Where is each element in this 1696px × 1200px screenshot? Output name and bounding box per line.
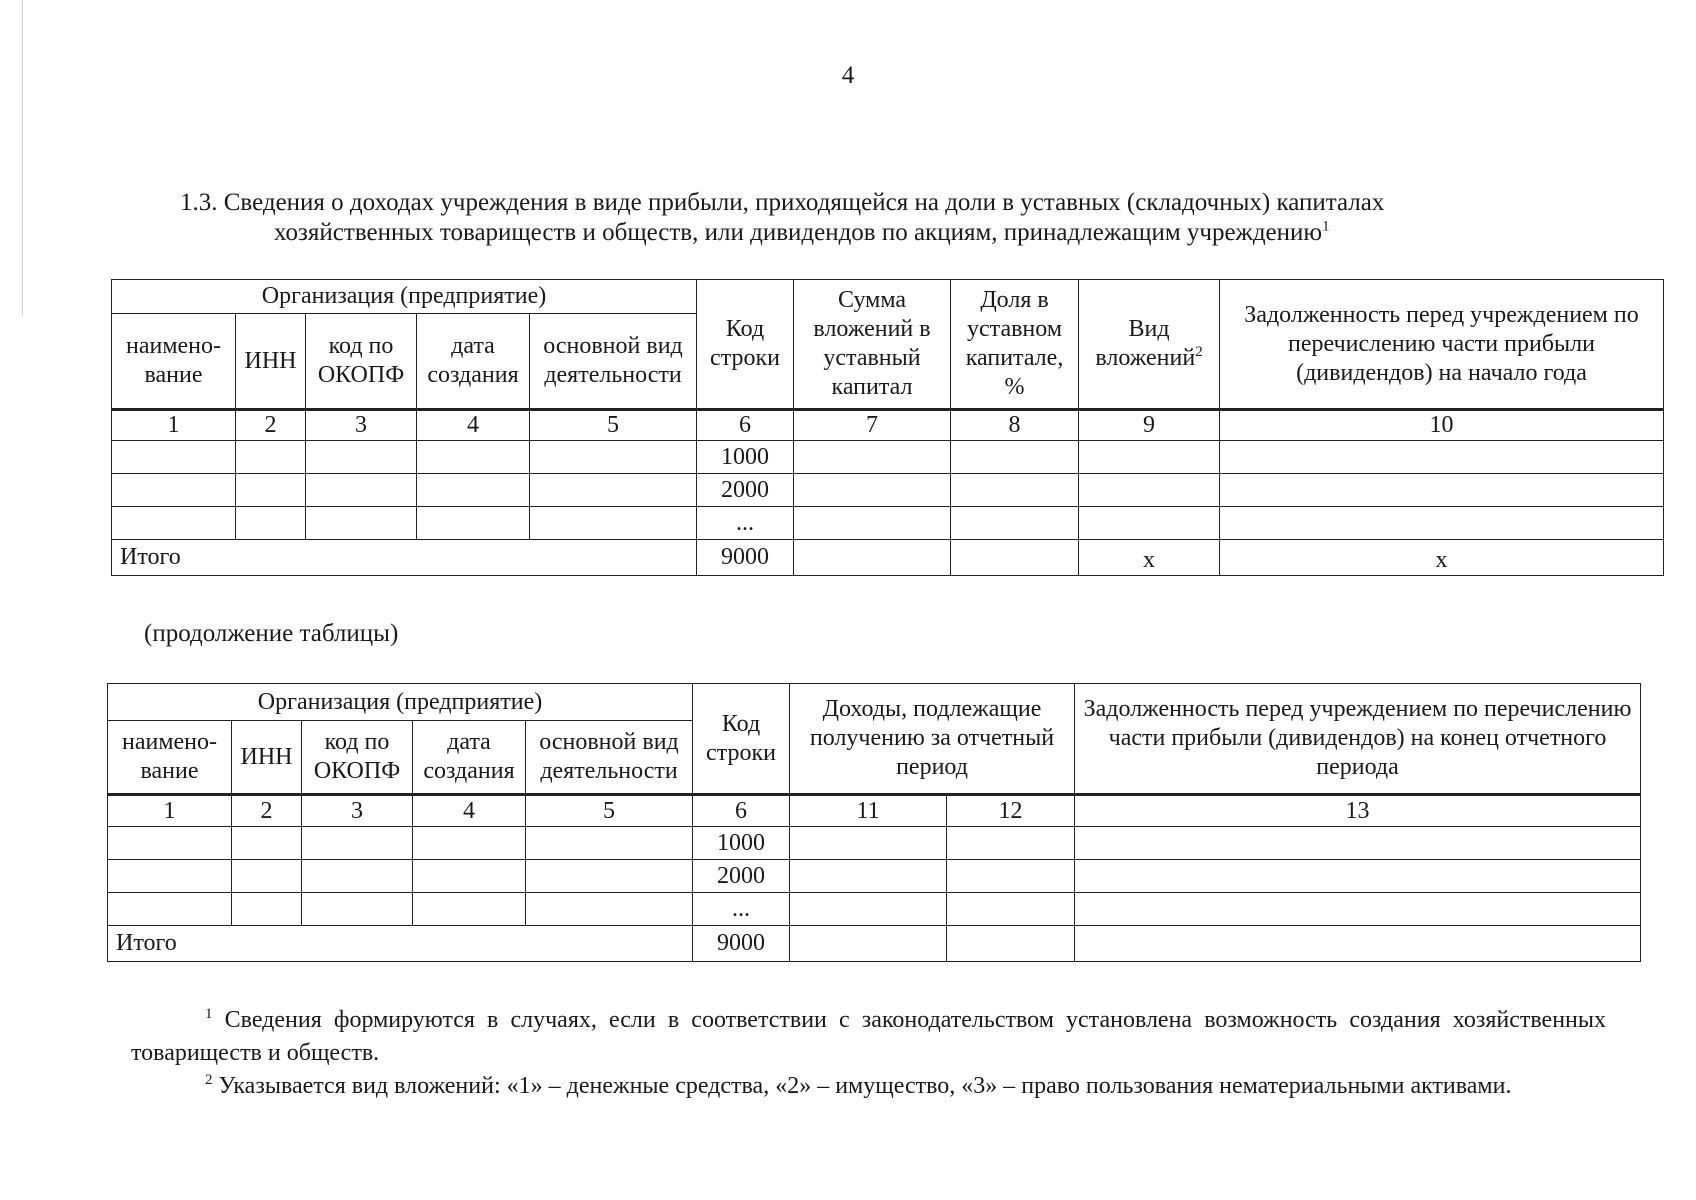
table-row — [112, 474, 1664, 507]
col-number: 5 — [526, 795, 693, 827]
income-table-continuation — [107, 683, 1641, 962]
cell — [413, 827, 526, 860]
investment-kind-header — [1079, 280, 1220, 410]
footnotes — [131, 1004, 1606, 1103]
created-date-header: дата создания — [417, 314, 530, 410]
table-row — [108, 827, 1641, 860]
cell — [112, 507, 236, 540]
col-number: 2 — [236, 410, 306, 441]
col-number: 12 — [947, 795, 1075, 827]
share-header: Доля в уставном капитале, % — [951, 280, 1079, 410]
col-number: 5 — [530, 410, 697, 441]
cell — [1079, 441, 1220, 474]
row-code: ... — [693, 893, 790, 926]
code-header: Код строки — [693, 684, 790, 795]
cell — [232, 860, 302, 893]
section-title — [180, 188, 1560, 248]
footnote-1-text: Сведения формируются в случаях, если в соответствии с законодательством установлена возможность создания хозяйственных товариществ и обществ. — [131, 1007, 1607, 1066]
col-number: 13 — [1075, 795, 1641, 827]
row-code: 2000 — [697, 474, 794, 507]
section-title-line-2 — [180, 218, 1560, 248]
cell — [232, 827, 302, 860]
investment-sum-header: Сумма вложений в уставный капитал — [794, 280, 951, 410]
activity-header: основной вид деятельности — [530, 314, 697, 410]
cell — [526, 893, 693, 926]
code-header: Код строки — [697, 280, 794, 410]
cell — [112, 474, 236, 507]
name-header: наимено-вание — [108, 721, 232, 795]
col-number: 7 — [794, 410, 951, 441]
cell — [1079, 474, 1220, 507]
cell — [1220, 441, 1664, 474]
row-code: 2000 — [693, 860, 790, 893]
table-row — [112, 507, 1664, 540]
column-numbers-row — [108, 795, 1641, 827]
cell — [306, 507, 417, 540]
total-row — [108, 926, 1641, 962]
cell — [232, 893, 302, 926]
cell — [530, 474, 697, 507]
col-number: 1 — [108, 795, 232, 827]
footnote-ref-1: 1 — [1322, 218, 1330, 235]
footnote-2 — [131, 1070, 1606, 1103]
income-header: Доходы, подлежащие получению за отчетный период — [790, 684, 1075, 795]
section-title-line-2-text: хозяйственных товариществ и обществ, или дивидендов по акциям, принадлежащим учреждению — [274, 219, 1323, 246]
header-row-1 — [108, 684, 1641, 721]
income-table — [111, 279, 1664, 576]
col-number: 1 — [112, 410, 236, 441]
col-number: 4 — [417, 410, 530, 441]
cell — [526, 860, 693, 893]
cell — [790, 827, 947, 860]
okopf-header: код по ОКОПФ — [302, 721, 413, 795]
col-number: 2 — [232, 795, 302, 827]
cell — [951, 540, 1079, 576]
name-header: наимено-вание — [112, 314, 236, 410]
col-number: 6 — [693, 795, 790, 827]
total-mark: x — [1079, 540, 1220, 576]
cell — [236, 507, 306, 540]
cell — [417, 507, 530, 540]
cell — [947, 827, 1075, 860]
cell — [108, 893, 232, 926]
cell — [526, 827, 693, 860]
table-row — [108, 860, 1641, 893]
total-code: 9000 — [697, 540, 794, 576]
cell — [947, 926, 1075, 962]
cell — [794, 474, 951, 507]
inn-header: ИНН — [236, 314, 306, 410]
footnote-2-text: Указывается вид вложений: «1» – денежные средства, «2» – имущество, «3» – право пользования нематериальными активами. — [218, 1073, 1512, 1099]
cell — [530, 441, 697, 474]
debt-end-header: Задолженность перед учреждением по перечислению части прибыли (дивидендов) на конец отчетного периода — [1075, 684, 1641, 795]
scan-edge-line — [22, 0, 23, 315]
created-date-header: дата создания — [413, 721, 526, 795]
org-header: Организация (предприятие) — [112, 280, 697, 314]
col-number: 8 — [951, 410, 1079, 441]
cell — [236, 474, 306, 507]
row-code: 1000 — [697, 441, 794, 474]
okopf-header: код по ОКОПФ — [306, 314, 417, 410]
cell — [306, 474, 417, 507]
cell — [413, 893, 526, 926]
header-row-1 — [112, 280, 1664, 314]
org-header: Организация (предприятие) — [108, 684, 693, 721]
col-number: 3 — [306, 410, 417, 441]
cell — [1079, 507, 1220, 540]
cell — [417, 441, 530, 474]
footnote-ref-2: 2 — [1195, 344, 1203, 360]
cell — [1075, 860, 1641, 893]
cell — [302, 827, 413, 860]
cell — [236, 441, 306, 474]
total-label: Итого — [112, 540, 697, 576]
cell — [790, 893, 947, 926]
cell — [413, 860, 526, 893]
cell — [794, 540, 951, 576]
footnote-1-marker: 1 — [205, 1006, 213, 1022]
cell — [306, 441, 417, 474]
cell — [794, 441, 951, 474]
section-title-line-1: 1.3. Сведения о доходах учреждения в виде прибыли, приходящейся на доли в уставных (складочных) капиталах — [180, 189, 1385, 216]
continuation-label: (продолжение таблицы) — [144, 620, 399, 647]
col-number: 11 — [790, 795, 947, 827]
table-row — [112, 441, 1664, 474]
table-row — [108, 893, 1641, 926]
cell — [951, 507, 1079, 540]
cell — [530, 507, 697, 540]
cell — [417, 474, 530, 507]
cell — [302, 893, 413, 926]
total-row — [112, 540, 1664, 576]
col-number: 3 — [302, 795, 413, 827]
footnote-1 — [131, 1004, 1606, 1070]
col-number: 9 — [1079, 410, 1220, 441]
total-code: 9000 — [693, 926, 790, 962]
row-code: ... — [697, 507, 794, 540]
cell — [108, 860, 232, 893]
cell — [1075, 926, 1641, 962]
investment-kind-header-text: Вид вложений — [1095, 316, 1196, 371]
total-label: Итого — [108, 926, 693, 962]
cell — [108, 827, 232, 860]
cell — [112, 441, 236, 474]
cell — [947, 893, 1075, 926]
inn-header: ИНН — [232, 721, 302, 795]
col-number: 10 — [1220, 410, 1664, 441]
cell — [1075, 893, 1641, 926]
cell — [790, 860, 947, 893]
cell — [1220, 474, 1664, 507]
cell — [790, 926, 947, 962]
cell — [947, 860, 1075, 893]
cell — [794, 507, 951, 540]
debt-start-header: Задолженность перед учреждением по перечислению части прибыли (дивидендов) на начало года — [1220, 280, 1664, 410]
cell — [302, 860, 413, 893]
footnote-2-marker: 2 — [205, 1072, 213, 1088]
column-numbers-row — [112, 410, 1664, 441]
cell — [1220, 507, 1664, 540]
col-number: 6 — [697, 410, 794, 441]
activity-header: основной вид деятельности — [526, 721, 693, 795]
row-code: 1000 — [693, 827, 790, 860]
cell — [1075, 827, 1641, 860]
col-number: 4 — [413, 795, 526, 827]
page-number: 4 — [841, 62, 855, 89]
cell — [951, 441, 1079, 474]
total-mark: x — [1220, 540, 1664, 576]
cell — [951, 474, 1079, 507]
